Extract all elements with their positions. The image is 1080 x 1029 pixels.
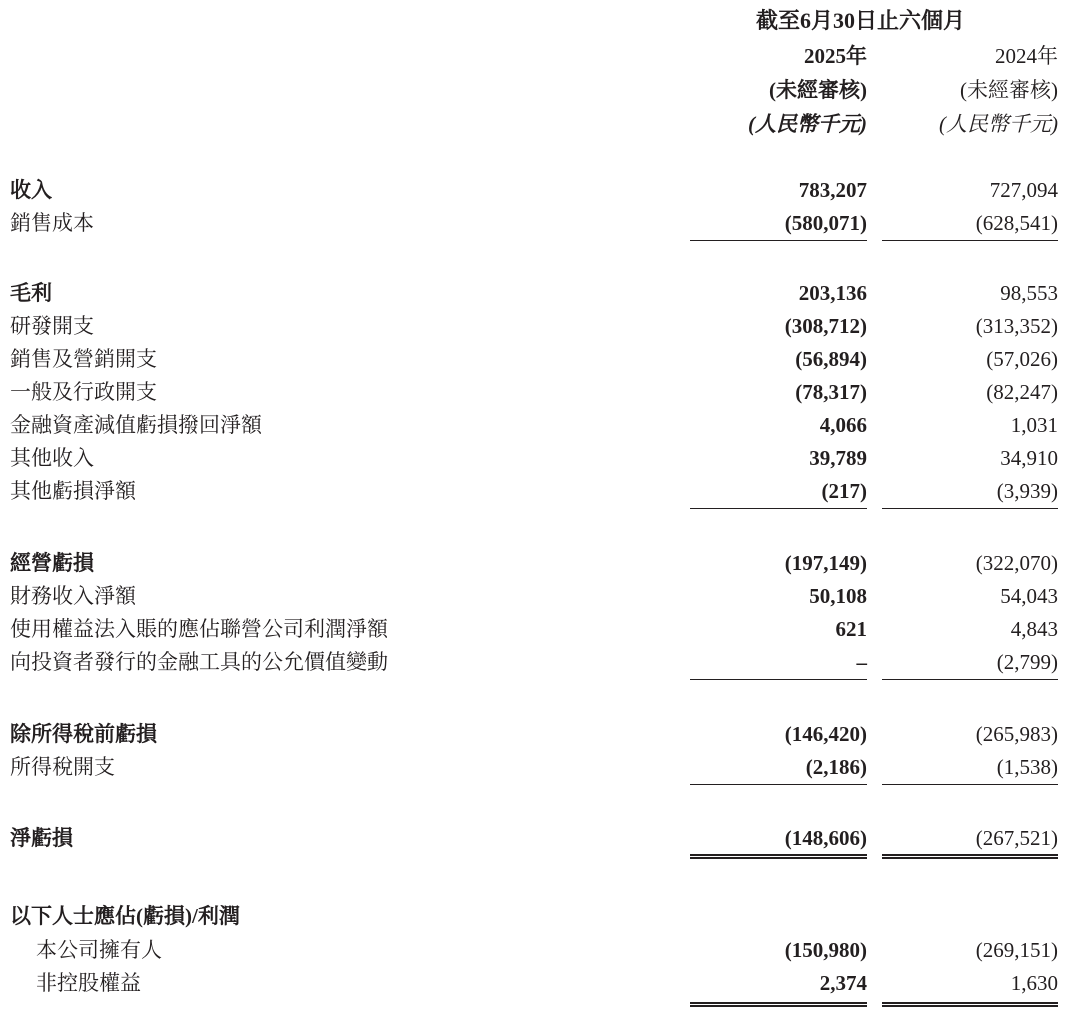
value-2025-net-loss: (148,606) (784, 826, 867, 850)
value-2025-rd-expenses: (308,712) (784, 314, 867, 338)
total-double-rule-2025 (690, 1002, 867, 1007)
value-2024-non-controlling: 1,630 (1010, 971, 1058, 995)
value-2025-fair-value-change: – (856, 650, 867, 674)
subtotal-rule-2025 (690, 240, 867, 241)
value-2024-other-losses: (3,939) (996, 479, 1058, 503)
row-label-impairment-reversal: 金融資產減值虧損撥回淨額 (10, 413, 262, 437)
row-label-admin-expenses: 一般及行政開支 (10, 380, 157, 404)
row-label-other-income: 其他收入 (10, 446, 94, 470)
col-2024-status: (未經審核) (960, 78, 1058, 102)
value-2025-non-controlling: 2,374 (819, 971, 867, 995)
value-2024-loss-before-tax: (265,983) (975, 722, 1058, 746)
row-label-income-tax: 所得稅開支 (10, 755, 115, 779)
value-2024-cost-of-sales: (628,541) (975, 211, 1058, 235)
subtotal-rule-2024 (882, 508, 1058, 509)
col-2025-unit: (人民幣千元) (748, 112, 867, 136)
value-2024-admin-expenses: (82,247) (986, 380, 1058, 404)
row-label-fair-value-change: 向投資者發行的金融工具的公允價值變動 (10, 650, 388, 674)
value-2025-income-tax: (2,186) (805, 755, 867, 779)
value-2024-operating-loss: (322,070) (975, 551, 1058, 575)
value-2025-associates-share: 621 (835, 617, 867, 641)
row-label-attributable-to: 以下人士應佔(虧損)/利潤 (10, 904, 240, 928)
value-2024-gross-profit: 98,553 (1000, 281, 1058, 305)
value-2024-finance-income: 54,043 (1000, 584, 1058, 608)
value-2024-other-income: 34,910 (1000, 446, 1058, 470)
value-2025-cost-of-sales: (580,071) (784, 211, 867, 235)
value-2025-finance-income: 50,108 (809, 584, 867, 608)
total-double-rule-2024 (882, 1002, 1058, 1007)
col-2025-year: 2025年 (804, 44, 867, 68)
subtotal-rule-2025 (690, 784, 867, 785)
subtotal-rule-2024 (882, 240, 1058, 241)
row-label-associates-share: 使用權益法入賬的應佔聯營公司利潤淨額 (10, 617, 388, 641)
value-2025-loss-before-tax: (146,420) (784, 722, 867, 746)
value-2025-other-losses: (217) (821, 479, 867, 503)
subtotal-rule-2024 (882, 679, 1058, 680)
row-label-operating-loss: 經營虧損 (10, 551, 94, 575)
total-double-rule-2024 (882, 854, 1058, 859)
row-label-cost-of-sales: 銷售成本 (10, 211, 94, 235)
row-label-owners: 本公司擁有人 (36, 938, 162, 962)
row-label-loss-before-tax: 除所得稅前虧損 (10, 722, 157, 746)
value-2024-net-loss: (267,521) (975, 826, 1058, 850)
value-2025-admin-expenses: (78,317) (795, 380, 867, 404)
value-2025-selling-expenses: (56,894) (795, 347, 867, 371)
value-2025-gross-profit: 203,136 (798, 281, 867, 305)
value-2024-fair-value-change: (2,799) (996, 650, 1058, 674)
total-double-rule-2025 (690, 854, 867, 859)
row-label-revenue: 收入 (10, 178, 52, 202)
row-label-non-controlling: 非控股權益 (36, 971, 141, 995)
subtotal-rule-2024 (882, 784, 1058, 785)
row-label-finance-income: 財務收入淨額 (10, 584, 136, 608)
value-2024-associates-share: 4,843 (1010, 617, 1058, 641)
row-label-other-losses: 其他虧損淨額 (10, 479, 136, 503)
row-label-net-loss: 淨虧損 (10, 826, 73, 850)
value-2024-revenue: 727,094 (989, 178, 1058, 202)
col-2024-unit: (人民幣千元) (939, 112, 1058, 136)
value-2024-selling-expenses: (57,026) (986, 347, 1058, 371)
value-2025-owners: (150,980) (784, 938, 867, 962)
value-2025-operating-loss: (197,149) (784, 551, 867, 575)
row-label-rd-expenses: 研發開支 (10, 314, 94, 338)
subtotal-rule-2025 (690, 508, 867, 509)
value-2024-impairment-reversal: 1,031 (1010, 413, 1058, 437)
value-2025-revenue: 783,207 (798, 178, 867, 202)
row-label-gross-profit: 毛利 (10, 281, 52, 305)
subtotal-rule-2025 (690, 679, 867, 680)
value-2024-income-tax: (1,538) (996, 755, 1058, 779)
value-2024-owners: (269,151) (975, 938, 1058, 962)
value-2025-other-income: 39,789 (809, 446, 867, 470)
value-2024-rd-expenses: (313,352) (975, 314, 1058, 338)
row-label-selling-expenses: 銷售及營銷開支 (10, 347, 157, 371)
col-2024-year: 2024年 (995, 44, 1058, 68)
period-header: 截至6月30日止六個月 (756, 8, 966, 33)
value-2025-impairment-reversal: 4,066 (819, 413, 867, 437)
col-2025-status: (未經審核) (769, 78, 867, 102)
